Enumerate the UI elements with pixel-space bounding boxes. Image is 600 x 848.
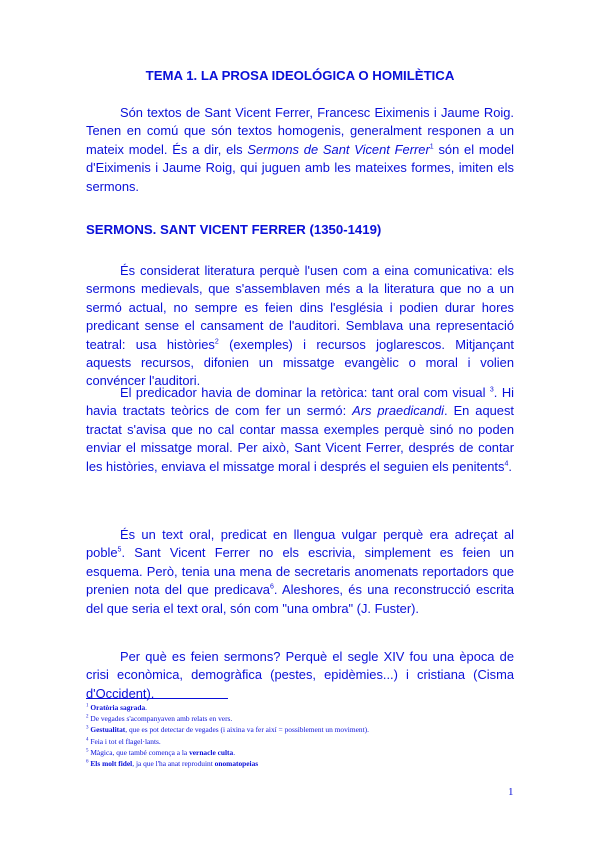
- footnote-text: , ja que l'ha anat reproduint: [132, 759, 215, 769]
- paragraph-2: [86, 384, 514, 476]
- footnote: [86, 736, 514, 747]
- footnote-ref-2[interactable]: 2: [214, 338, 219, 346]
- intro-paragraph: [86, 104, 514, 196]
- footnote: [86, 702, 514, 713]
- p1-text-1: És considerat literatura perquè l'usen com a eina comunicativa: els sermons medievals, que s'assemblaven més a la literatura que no a un sermó actual, no sempre es feien dins l'església i podien durar hores predicant sense el cansament de l'auditori. Semblava una representació teatral: usa històries: [86, 263, 514, 352]
- page-title: TEMA 1. LA PROSA IDEOLÓGICA O HOMILÈTICA: [145, 68, 455, 83]
- footnote-bold: vernacle culta: [189, 747, 234, 757]
- footnote: [86, 713, 514, 724]
- footnote: [86, 747, 514, 758]
- footnote-bold: onomatopeias: [214, 759, 259, 769]
- intro-text-2: són el model d'Eiximenis i Jaume Roig, qui juguen amb les mateixes formes, imiten els sermons.: [86, 141, 515, 194]
- footnote-separator: [86, 698, 228, 699]
- footnote-ref-3[interactable]: 3: [489, 386, 494, 394]
- p2-text-4: .: [508, 458, 512, 474]
- footnote-ref-6[interactable]: 6: [269, 583, 274, 591]
- paragraph-4: [86, 648, 514, 703]
- page-number: 1: [508, 786, 514, 798]
- footnote-text: De vegades s'acompanyaven amb relats en vers.: [90, 714, 233, 724]
- footnote-bold: Els molt fidel: [90, 759, 133, 769]
- footnote-number: 3: [86, 725, 89, 731]
- p2-text-1: El predicador havia de dominar la retòrica: tant oral com visual: [120, 385, 490, 400]
- intro-text-1: Són textos de Sant Vicent Ferrer, Francesc Eiximenis i Jaume Roig. Tenen en comú que són textos homogenis, generalment responen a un mateix model. És a dir, els: [86, 105, 514, 157]
- p2-text-2: . Hi havia tractats teòrics de com fer un sermó:: [86, 385, 514, 419]
- footnote-text: .: [145, 703, 148, 712]
- p3-text-2: . Sant Vicent Ferrer no els escrivia, simplement es feien un esquema. Però, tenia una mena de secretaris anomenats reportadors que prenien nota del que predicava: [86, 545, 514, 598]
- footnote-number: 6: [86, 759, 89, 765]
- footnote-ref-5[interactable]: 5: [117, 547, 122, 555]
- intro-emphasis: Sermons de Sant Vicent Ferrer: [247, 141, 430, 157]
- footnote: [86, 758, 514, 769]
- p2-emphasis: Ars praedicandi: [352, 403, 445, 419]
- footnote-number: 2: [86, 714, 89, 720]
- footnote-bold: Oratòria sagrada: [90, 703, 146, 712]
- footnote-number: 5: [86, 748, 89, 754]
- p3-text-3: . Aleshores, és una reconstrucció escrita del que seria el text oral, són com "una ombra" (J. Fuster).: [86, 582, 514, 616]
- footnote-number: 1: [86, 703, 89, 709]
- p4-text: Per què es feien sermons? Perquè el segle XIV fou una època de crisi econòmica, demogràfica (pestes, epidèmies...) i cristiana (Cisma d'Occident).: [86, 649, 514, 701]
- p3-text-1: És un text oral, predicat en llengua vulgar perquè era adreçat al poble: [86, 527, 514, 561]
- footnotes: [86, 702, 514, 769]
- paragraph-3: [86, 526, 514, 618]
- paragraph-1: [86, 262, 514, 391]
- footnote-bold: Gestualitat: [90, 725, 126, 735]
- footnote-number: 4: [86, 737, 89, 743]
- footnote-text: Feia i tot el flagel·lants.: [90, 736, 161, 746]
- p1-text-2: (exemples) i recursos joglarescos. Mitjançant aquests recursos, difonien un missatge evangèlic o moral i volien convéncer l'auditori.: [86, 336, 514, 389]
- footnote-text: , que es pot detectar de vegades (i aixina va fer així = possiblement un moviment).: [125, 725, 369, 735]
- footnote: [86, 724, 514, 735]
- footnote-text: .: [233, 747, 236, 757]
- footnote-ref-1[interactable]: 1: [429, 143, 434, 151]
- footnote-text: Màgica, que també comença a la: [90, 747, 190, 757]
- footnote-ref-4[interactable]: 4: [504, 460, 509, 468]
- p2-text-3: . En aquest tractat s'avisa que no cal contar massa exemples perquè sinó no poden enviar el missatge moral. Per això, Sant Vicent Ferrer, després de contar les històries, enviava el missatge moral i després el seguien els penitents: [86, 403, 514, 474]
- section-heading: SERMONS. SANT VICENT FERRER (1350-1419): [86, 222, 382, 237]
